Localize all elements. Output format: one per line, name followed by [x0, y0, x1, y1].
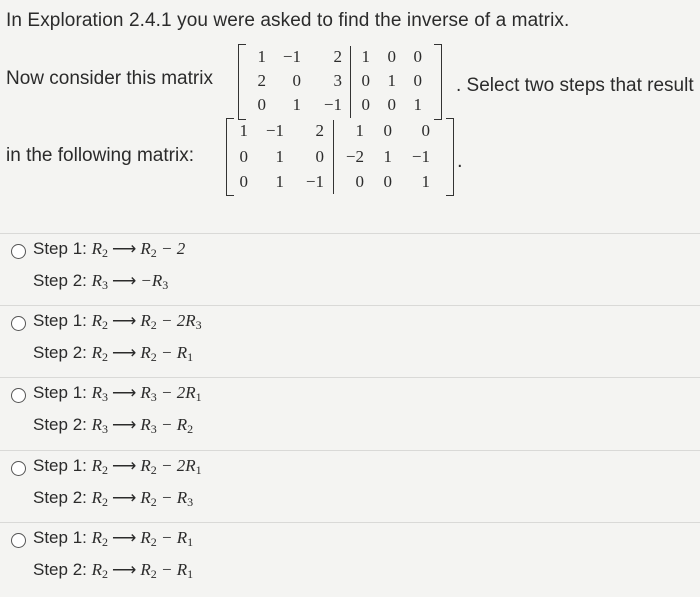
matrix-cell: 1	[355, 121, 364, 140]
right-arrow-icon: ⟶	[112, 415, 137, 434]
matrix-cell: −2	[345, 147, 364, 166]
radio-button[interactable]	[11, 388, 26, 403]
augmented-matrix-result	[226, 118, 454, 196]
matrix-cell: −1	[282, 47, 301, 66]
step-2: Step 2: $R_3$ ⟶ $-R_3$	[33, 271, 169, 292]
matrix-cell: 0	[383, 172, 392, 191]
matrix-cell: −1	[323, 95, 342, 114]
matrix-cell: 1	[361, 47, 370, 66]
matrix-cell: 0	[239, 147, 248, 166]
right-arrow-icon: ⟶	[112, 488, 137, 507]
matrix-cell: 1	[292, 95, 301, 114]
matrix-cell: 0	[315, 147, 324, 166]
matrix-cell: 1	[275, 147, 284, 166]
answer-option-3[interactable]	[0, 377, 700, 450]
select-instruction: . Select two steps that result	[456, 75, 694, 96]
matrix-cell: 2	[315, 121, 324, 140]
matrix-cell: 0	[421, 121, 430, 140]
matrix-cell: 0	[292, 71, 301, 90]
answer-option-5[interactable]	[0, 522, 700, 595]
matrix-cell: 0	[361, 95, 370, 114]
matrix-cell: 0	[361, 71, 370, 90]
matrix-cell: 1	[413, 95, 422, 114]
right-arrow-icon: ⟶	[112, 528, 137, 547]
matrix-cell: 1	[239, 121, 248, 140]
matrix-cell: 1	[275, 172, 284, 191]
step-2: Step 2: $R_2$ ⟶ $R_2 - R_3$	[33, 488, 194, 509]
consider-label: Now consider this matrix	[6, 68, 213, 89]
matrix-cell: 0	[413, 71, 422, 90]
matrix-cell: 0	[355, 172, 364, 191]
matrix-cell: 0	[387, 95, 396, 114]
step-1: Step 1: $R_2$ ⟶ $R_2 - 2$	[33, 239, 186, 260]
matrix-cell: 1	[421, 172, 430, 191]
right-arrow-icon: ⟶	[112, 343, 137, 362]
right-arrow-icon: ⟶	[112, 456, 137, 475]
matrix-cell: 3	[333, 71, 342, 90]
matrix-cell: 0	[387, 47, 396, 66]
right-arrow-icon: ⟶	[112, 560, 137, 579]
step-2: Step 2: $R_2$ ⟶ $R_2 - R_1$	[33, 560, 194, 581]
matrix-cell: 0	[413, 47, 422, 66]
step-2: Step 2: $R_2$ ⟶ $R_2 - R_1$	[33, 343, 194, 364]
step-1: Step 1: $R_2$ ⟶ $R_2 - 2R_3$	[33, 311, 202, 332]
radio-button[interactable]	[11, 244, 26, 259]
right-arrow-icon: ⟶	[112, 311, 137, 330]
step-1: Step 1: $R_3$ ⟶ $R_3 - 2R_1$	[33, 383, 202, 404]
radio-button[interactable]	[11, 533, 26, 548]
step-2: Step 2: $R_3$ ⟶ $R_3 - R_2$	[33, 415, 194, 436]
matrix-cell: 2	[257, 71, 266, 90]
matrix-cell: 0	[383, 121, 392, 140]
right-arrow-icon: ⟶	[112, 383, 137, 402]
matrix-cell: 0	[257, 95, 266, 114]
result-label: in the following matrix:	[6, 145, 194, 166]
matrix-cell: −1	[411, 147, 430, 166]
answer-option-2[interactable]	[0, 305, 700, 378]
result-period: .	[457, 150, 463, 172]
answer-option-1[interactable]	[0, 233, 700, 306]
radio-button[interactable]	[11, 461, 26, 476]
right-arrow-icon: ⟶	[112, 271, 137, 290]
step-1: Step 1: $R_2$ ⟶ $R_2 - 2R_1$	[33, 456, 202, 477]
answer-option-4[interactable]	[0, 450, 700, 523]
question-intro: In Exploration 2.4.1 you were asked to find the inverse of a matrix.	[6, 10, 570, 31]
matrix-cell: 2	[333, 47, 342, 66]
radio-button[interactable]	[11, 316, 26, 331]
matrix-cell: 1	[257, 47, 266, 66]
augmented-matrix-original	[238, 44, 442, 120]
right-arrow-icon: ⟶	[112, 239, 137, 258]
matrix-cell: 1	[387, 71, 396, 90]
step-1: Step 1: $R_2$ ⟶ $R_2 - R_1$	[33, 528, 194, 549]
matrix-cell: 1	[383, 147, 392, 166]
matrix-cell: −1	[265, 121, 284, 140]
matrix-cell: −1	[305, 172, 324, 191]
matrix-cell: 0	[239, 172, 248, 191]
